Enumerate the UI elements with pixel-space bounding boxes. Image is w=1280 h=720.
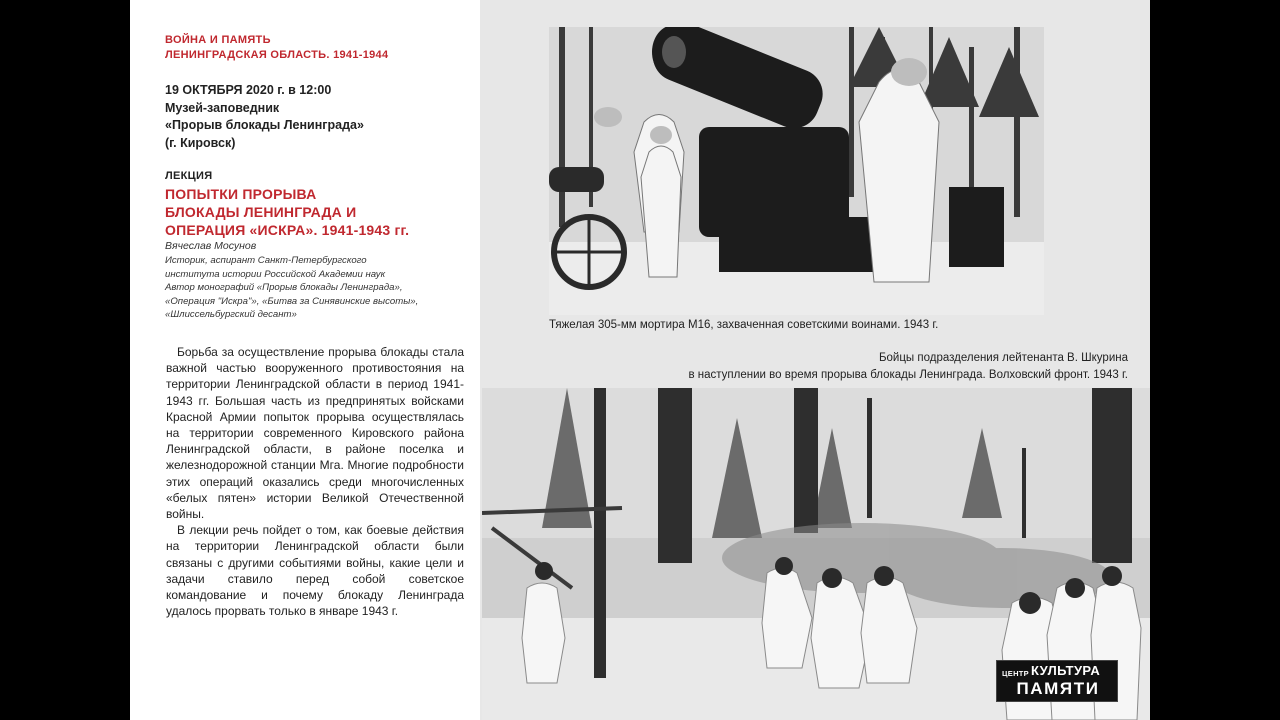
lecture-title [165,185,475,239]
lecture-title-line-1: ПОПЫТКИ ПРОРЫВА [165,186,317,202]
mortar-photo-caption: Тяжелая 305-мм мортира М16, захваченная советскими воинами. 1943 г. [549,319,939,331]
series-title [165,33,465,63]
lecturer-bio-line-5: «Шлиссельбургский десант» [165,309,297,321]
lecturer-name: Вячеслав Мосунов [165,240,257,252]
lecture-title-line-2: БЛОКАДЫ ЛЕНИНГРАДА И [165,204,357,220]
battle-caption-line-1: Бойцы подразделения лейтенанта В. Шкурина [878,352,1128,364]
lecturer-bio-line-2: института истории Российской Академии наук [165,268,386,280]
series-line-2: ЛЕНИНГРАДСКАЯ ОБЛАСТЬ. 1941-1944 [165,49,389,61]
description-paragraph-1: Борьба за осуществление прорыва блокады стала важной частью вооруженного противостояния на территории Ленинградской области в период 1941-1943 гг. Большая часть из предпринятых войсками Красной Армии попыток прорыва осуществлялась на территории современного Кировского района Ленинградской области, в районе поселка и железнодорожной станции Мга. Многие подробности этих операций оказались среди многочисленных «белых пятен» истории Великой Отечественной войны. [166,345,464,522]
event-venue-line-3: (г. Кировск) [165,135,236,150]
lecturer-bio [165,254,465,322]
series-line-1: ВОЙНА И ПАМЯТЬ [165,34,271,46]
lecture-title-line-3: ОПЕРАЦИЯ «ИСКРА». 1941-1943 гг. [165,222,410,238]
logo-top-text: КУЛЬТУРА [1031,663,1101,678]
mortar-photo-drawing [549,27,1044,315]
lecturer-bio-line-4: «Операция "Искра"», «Битва за Синявинские высоты», [165,295,419,307]
text-column [130,0,480,720]
logo-bottom-text: ПАМЯТИ [1016,679,1100,698]
event-venue-line-2: «Прорыв блокады Ленинграда» [165,118,364,132]
kultura-pamyati-logo [996,660,1118,702]
description-paragraph-2: В лекции речь пойдет о том, как боевые действия на территории Ленинградской области были связаны с другими событиями войны, какие цели и задачи ставило перед собой советское командование и почему блокаду Ленинграда удалось прорвать только в январе 1943 г. [166,523,464,619]
announcement-page [130,0,1150,720]
lecturer-bio-line-3: Автор монографий «Прорыв блокады Ленинграда», [165,282,403,294]
event-info [165,82,475,152]
lecture-description [166,344,464,619]
battle-caption-line-2: в наступлении во время прорыва блокады Ленинграда. Волховский фронт. 1943 г. [688,369,1128,381]
logo-small-text: ЦЕНТР [1002,669,1029,678]
event-venue-line-1: Музей-заповедник [165,100,280,115]
battle-photo-caption [568,350,1128,384]
mortar-photo [549,27,1044,315]
event-datetime: 19 ОКТЯБРЯ 2020 г. в 12:00 [165,83,332,97]
lecture-kicker: ЛЕКЦИЯ [165,170,213,182]
lecturer-bio-line-1: Историк, аспирант Санкт-Петербургского [165,255,367,266]
